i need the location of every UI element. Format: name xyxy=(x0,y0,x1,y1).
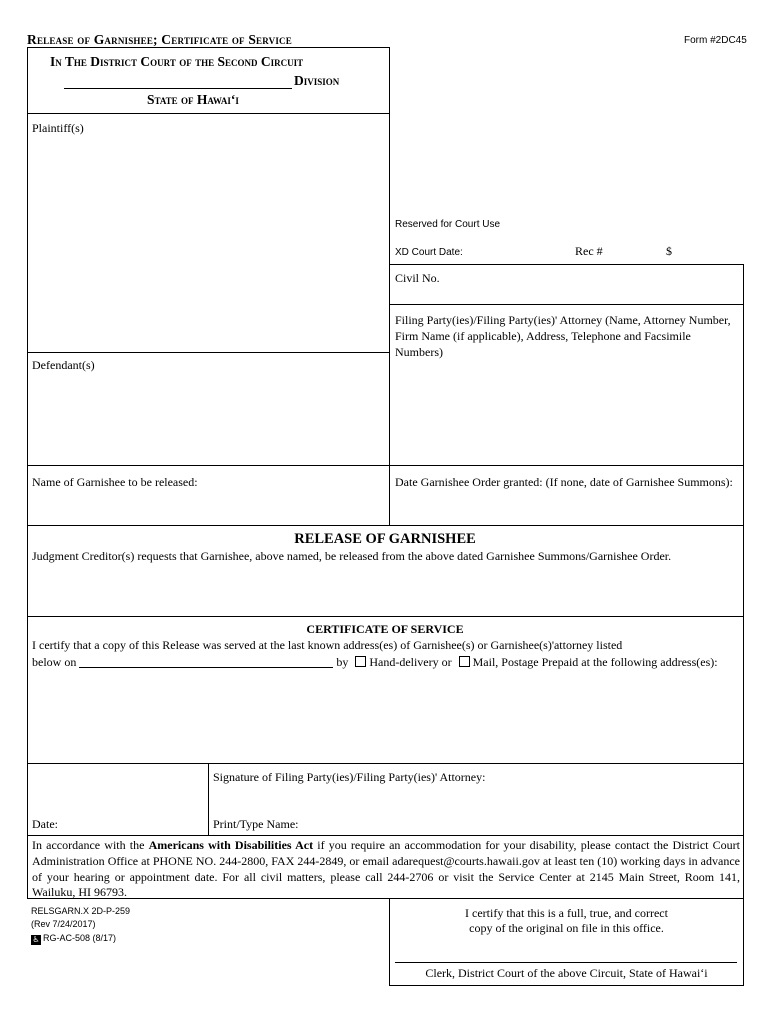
rg-code-line xyxy=(31,933,116,945)
hand-delivery-label: Hand-delivery or xyxy=(369,655,452,669)
certify-line-1: I certify that this is a full, true, and correct xyxy=(465,906,668,920)
fee-dollar-label: $ xyxy=(666,244,672,258)
by-label: by xyxy=(336,655,349,669)
service-date-blank[interactable] xyxy=(79,656,333,668)
certify-line-2: copy of the original on file in this office. xyxy=(469,921,664,935)
order-date-label: Date Garnishee Order granted: (If none, date of Garnishee Summons): xyxy=(395,475,733,489)
release-heading: RELEASE OF GARNISHEE xyxy=(294,531,476,547)
reserved-court-use-label: Reserved for Court Use xyxy=(395,219,501,230)
clerk-label: Clerk, District Court of the above Circuit, State of Hawai‘i xyxy=(425,966,708,980)
civil-no-label: Civil No. xyxy=(395,271,440,285)
state-name: State of Hawai‘i xyxy=(147,92,239,107)
plaintiff-label: Plaintiff(s) xyxy=(32,121,84,135)
division-blank-line[interactable] xyxy=(64,88,292,89)
ada-intro: In accordance with the xyxy=(32,838,145,852)
certificate-text: I certify that a copy of this Release was served at the last known address(es) of Garnishee(s) or Garnishee(s)'attorney listed xyxy=(32,638,623,652)
filing-party-label: Filing Party(ies)/Filing Party(ies)' Attorney (Name, Attorney Number, Firm Name (if applicable), Address, Telephone and Facsimile Numbers) xyxy=(395,313,731,359)
revision-date: (Rev 7/24/2017) xyxy=(31,919,96,929)
ada-act-name: Americans with Disabilities Act xyxy=(148,838,314,852)
defendant-label: Defendant(s) xyxy=(32,358,95,372)
accessibility-icon: ♿ xyxy=(32,935,40,944)
ada-body: if you require an accommodation for your disability, please contact the District Court Administration Office at PHONE NO. 244-2800, FAX 244-2849, or email adarequest@courts.hawaii.gov at least ten (10) working days in advance of your hearing or appointment date. For all civil matters, please call 244-2706 or visit the Service Center at 2145 Main Street, Room 141, Wailuku, HI 96793. xyxy=(32,838,740,900)
certificate-heading: CERTIFICATE OF SERVICE xyxy=(306,622,464,636)
service-line xyxy=(32,655,718,670)
plaintiff-box[interactable] xyxy=(27,113,390,353)
mail-label: Mail, Postage Prepaid at the following address(es): xyxy=(472,655,718,669)
garnishee-name-label: Name of Garnishee to be released: xyxy=(32,475,198,489)
mail-checkbox[interactable] xyxy=(459,656,470,667)
division-label: Division xyxy=(294,73,340,88)
rec-number-label: Rec # xyxy=(575,244,603,258)
civil-no-box[interactable] xyxy=(389,264,744,305)
form-code: RELSGARN.X 2D-P-259 xyxy=(31,906,131,916)
hand-delivery-checkbox[interactable] xyxy=(355,656,366,667)
date-label: Date: xyxy=(32,817,58,831)
signature-label: Signature of Filing Party(ies)/Filing Party(ies)' Attorney: xyxy=(213,770,486,784)
xd-court-date-label: XD Court Date: xyxy=(395,247,463,258)
release-text: Judgment Creditor(s) requests that Garnishee, above named, be released from the above dated Garnishee Summons/Garnishee Order. xyxy=(32,549,672,563)
rg-code: RG-AC-508 (8/17) xyxy=(43,933,117,943)
ada-notice xyxy=(32,838,740,901)
print-name-label: Print/Type Name: xyxy=(213,817,299,831)
below-on-label: below on xyxy=(32,655,77,669)
clerk-signature-line[interactable] xyxy=(395,962,737,963)
form-number: Form #2DC45 xyxy=(684,35,747,46)
court-name: In The District Court of the Second Circuit xyxy=(50,54,304,69)
form-title: Release of Garnishee; Certificate of Service xyxy=(27,32,292,47)
